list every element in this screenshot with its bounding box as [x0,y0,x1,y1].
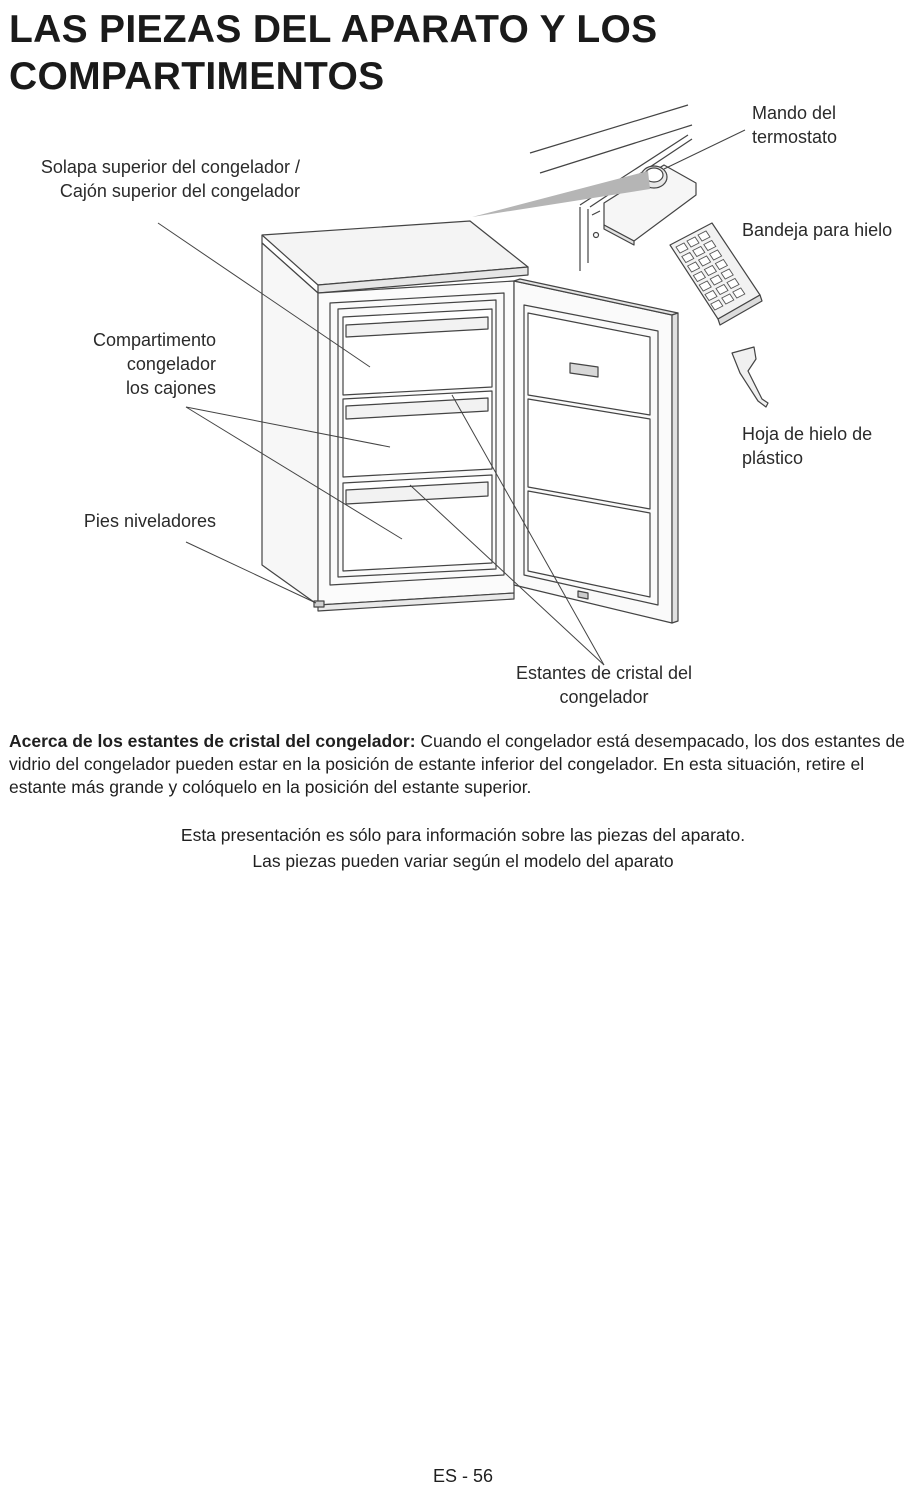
page-title-line-1: LAS PIEZAS DEL APARATO Y LOS [9,8,658,51]
label-ice-scraper [742,422,872,470]
paragraph-lead: Acerca de los estantes de cristal del congelador: [9,731,416,751]
label-ice-tray: Bandeja para hielo [742,220,893,240]
label-compartment-line-3: los cajones [125,378,216,398]
drawer-middle [343,391,492,477]
leveling-foot [314,601,324,607]
label-top-flap [0,155,300,203]
note-line-2: Las piezas pueden variar según el modelo del aparato [252,851,674,871]
label-thermostat [752,101,837,149]
label-glass-shelves-line-2: congelador [559,687,649,707]
label-compartment-line-1: Compartimento [92,330,216,350]
label-compartment [0,328,216,400]
label-thermostat-line-2: termostato [752,127,838,147]
label-compartment-line-2: congelador [126,354,216,374]
information-note [0,822,920,874]
drawer-bottom [343,475,492,571]
appliance-diagram [0,95,920,720]
page-title [9,6,889,100]
label-top-flap-line-2: Cajón superior del congelador [59,181,300,201]
label-feet: Pies niveladores [83,511,216,531]
drawer-top [343,309,492,395]
freezer-door [514,279,678,623]
note-line-1: Esta presentación es sólo para información sobre las piezas del aparato. [180,825,746,845]
ice-scraper-icon [732,347,768,407]
label-glass-shelves-line-1: Estantes de cristal del [515,663,693,683]
page-number: ES - 56 [432,1466,494,1486]
label-thermostat-line-1: Mando del [752,103,837,123]
label-glass-shelves [494,661,714,709]
label-ice-scraper-line-1: Hoja de hielo de [742,424,873,444]
label-top-flap-line-1: Solapa superior del congelador / [40,157,300,177]
glass-shelves-paragraph [9,730,914,799]
page-title-line-2: COMPARTIMENTOS [9,55,385,98]
paragraph-text: Cuando el congelador está desempacado, los dos estantes de vidrio del congelador pueden estar en la posición de estante inferior del congelador. En esta situación, retire el estante más grande y colóquelo en la posición del estante superior. [9,731,905,797]
label-ice-scraper-line-2: plástico [742,448,804,468]
